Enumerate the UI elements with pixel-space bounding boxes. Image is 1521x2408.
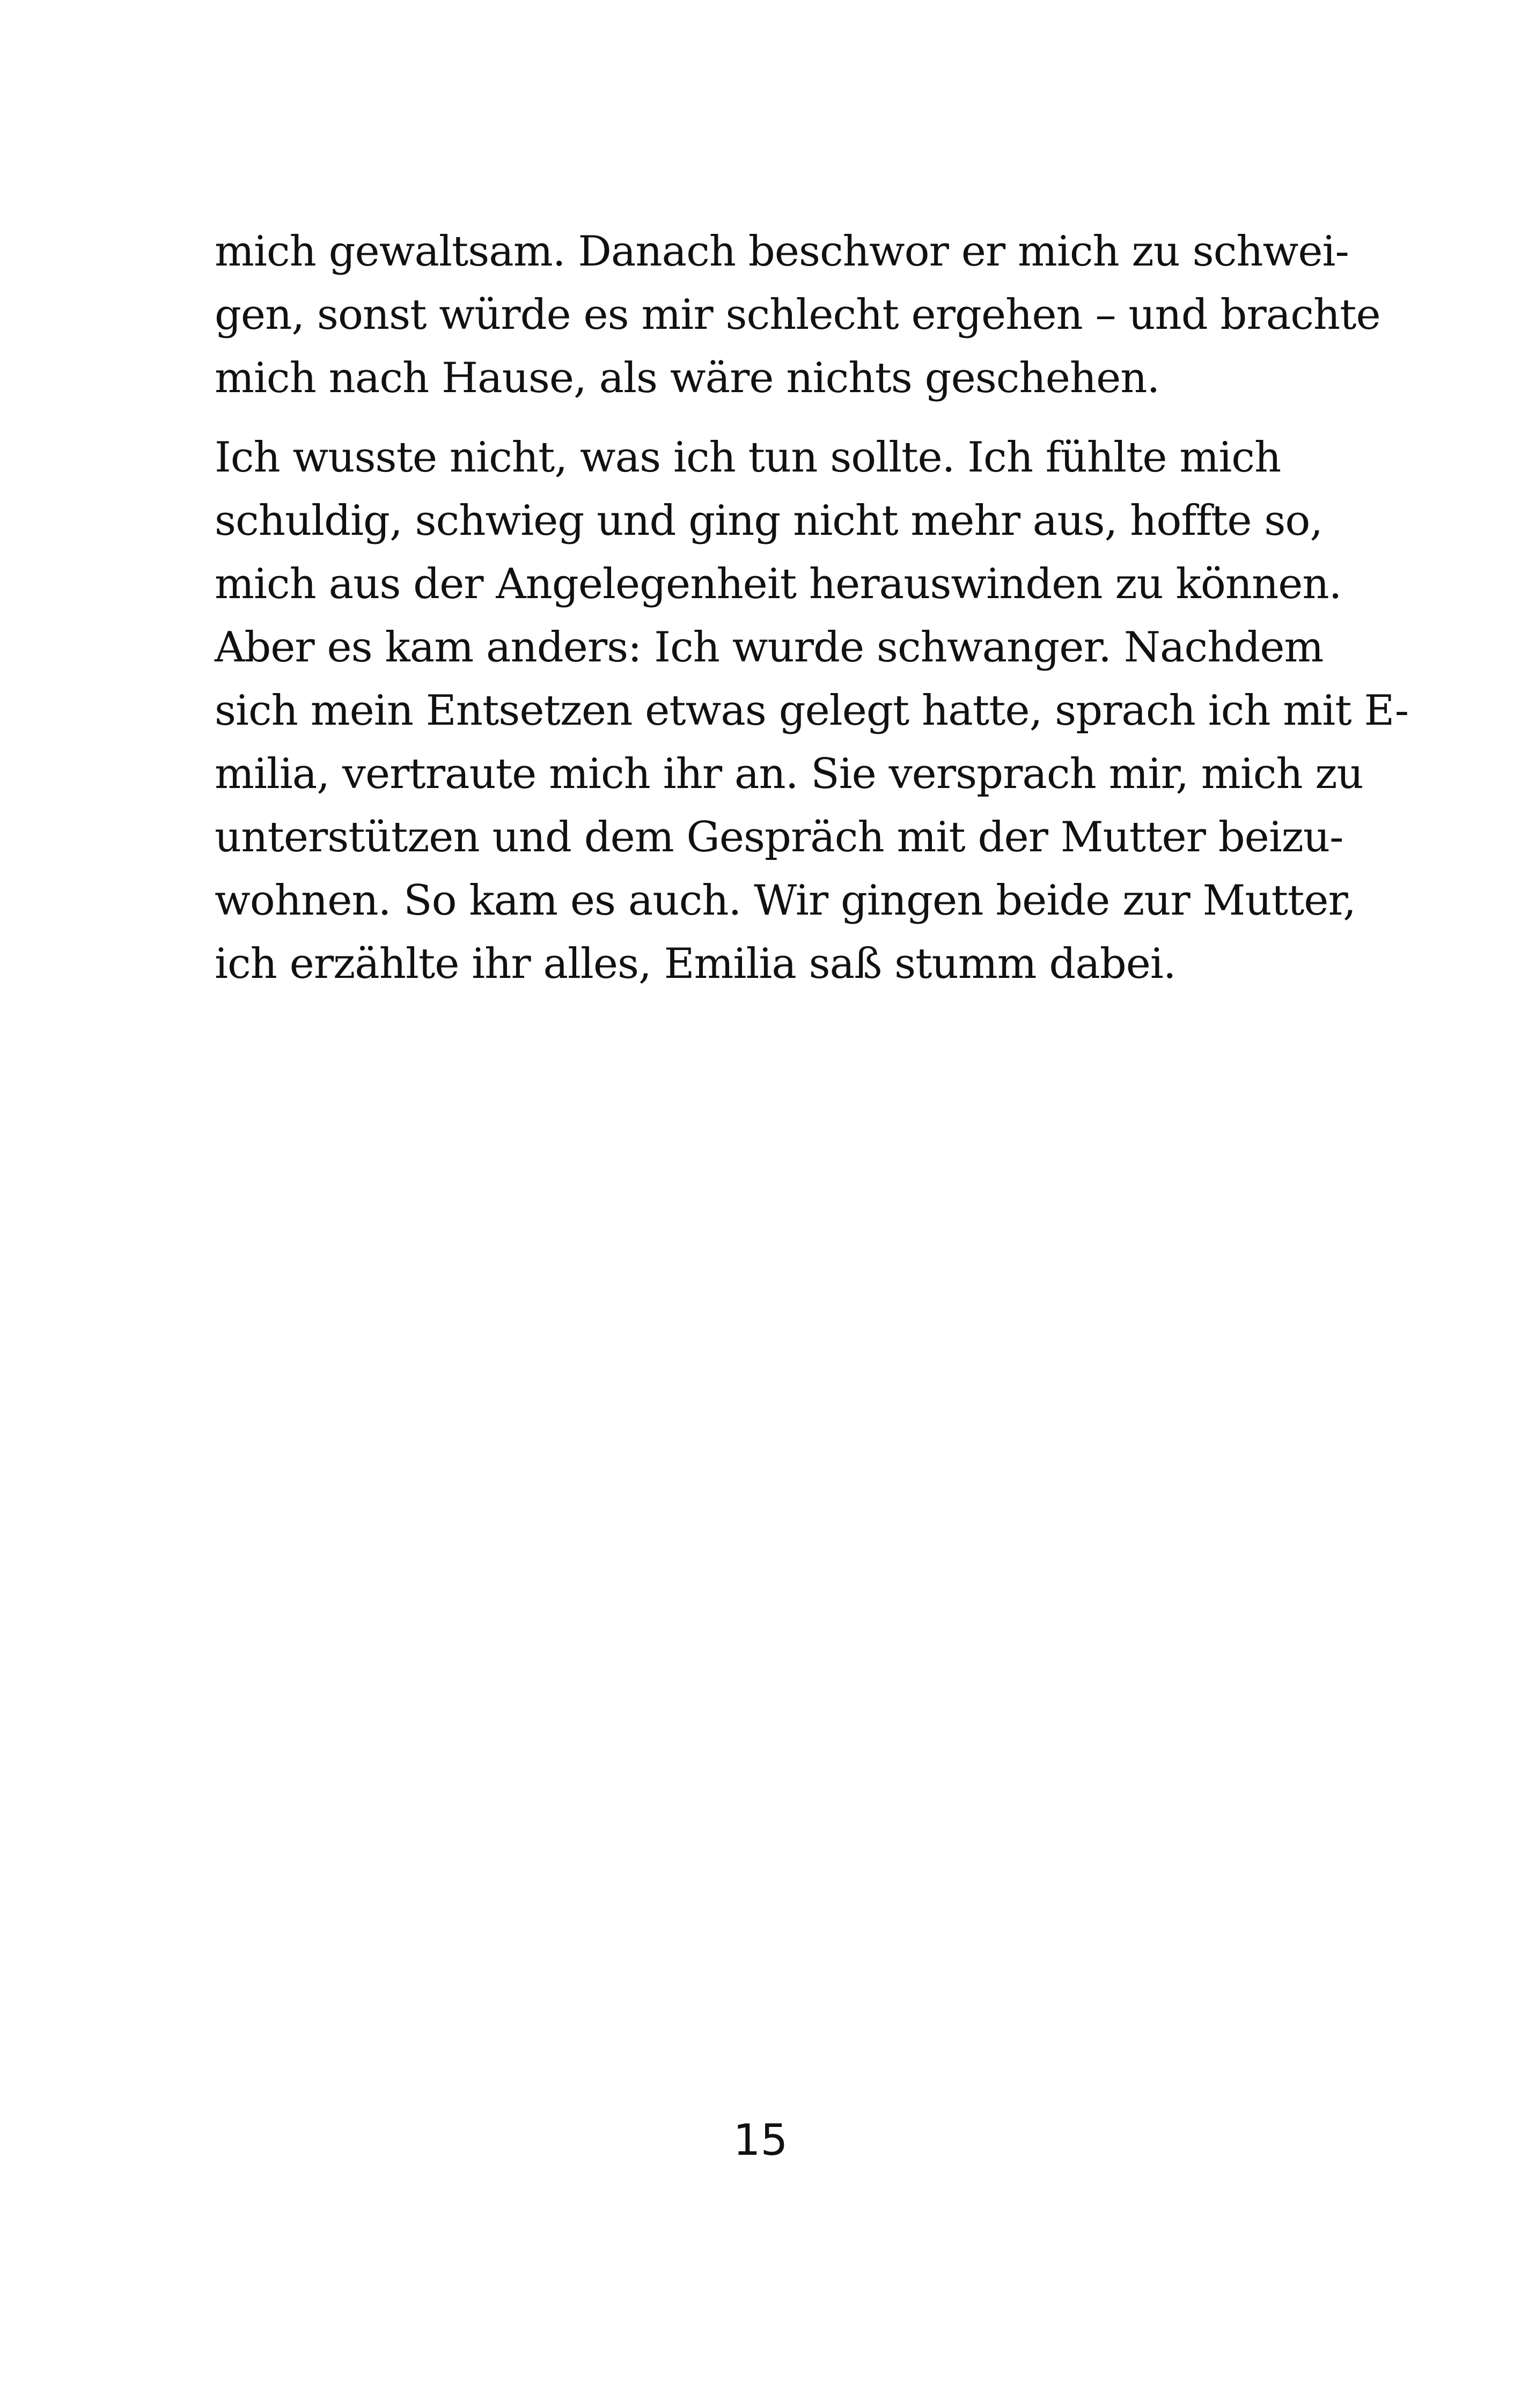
text-line: mich aus der Angelegenheit herauswinden zu können. bbox=[215, 560, 1342, 608]
paragraph-1 bbox=[215, 220, 1380, 410]
text-line: mich gewaltsam. Danach beschwor er mich zu schwei- bbox=[215, 227, 1349, 276]
page-number: 15 bbox=[733, 2115, 788, 2165]
text-line: unterstützen und dem Gespräch mit der Mutter beizu- bbox=[215, 813, 1343, 861]
text-line: schuldig, schwieg und ging nicht mehr aus, hoffte so, bbox=[215, 497, 1323, 545]
text-line: Aber es kam anders: Ich wurde schwanger. Nachdem bbox=[215, 623, 1324, 672]
text-line: mich nach Hause, als wäre nichts geschehen. bbox=[215, 354, 1160, 402]
text-line: ich erzählte ihr alles, Emilia saß stumm dabei. bbox=[215, 940, 1176, 988]
text-line: Ich wusste nicht, was ich tun sollte. Ich fühlte mich bbox=[215, 433, 1281, 482]
paragraph-2 bbox=[215, 426, 1409, 996]
text-line: milia, vertraute mich ihr an. Sie versprach mir, mich zu bbox=[215, 750, 1363, 798]
text-line: gen, sonst würde es mir schlecht ergehen – und brachte bbox=[215, 291, 1380, 339]
body-text bbox=[215, 220, 1409, 1012]
text-line: sich mein Entsetzen etwas gelegt hatte, sprach ich mit E- bbox=[215, 687, 1409, 735]
text-line: wohnen. So kam es auch. Wir gingen beide zur Mutter, bbox=[215, 877, 1356, 925]
